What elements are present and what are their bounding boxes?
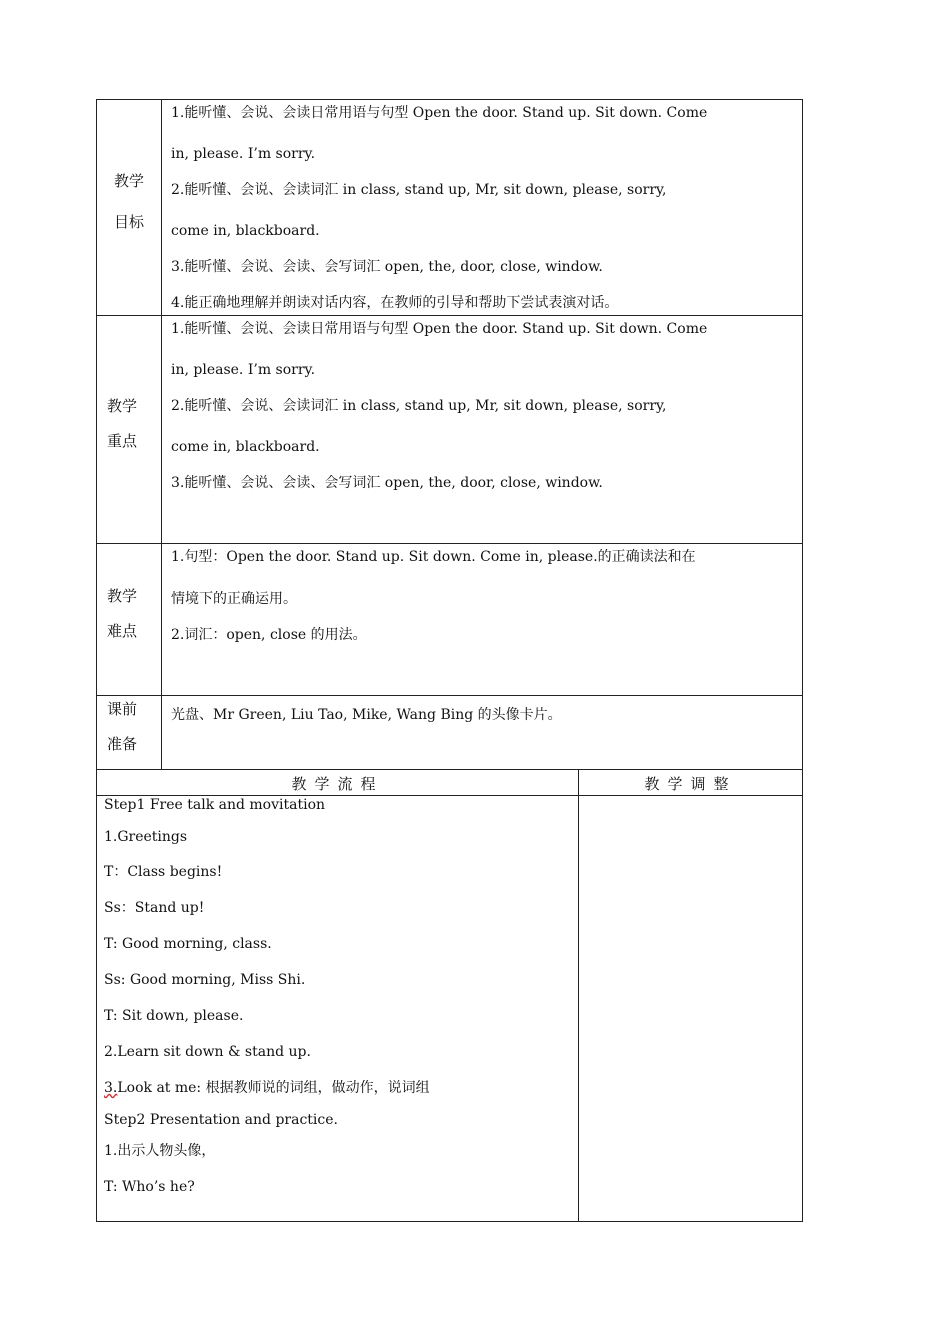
objectives-line: 2.能听懂、会说、会读词汇 in class, stand up, Mr, sit down, please, sorry, <box>171 182 667 198</box>
table-border-left <box>96 99 97 1222</box>
key-points-label-2: 重点 <box>106 432 137 450</box>
difficulties-label-2: 难点 <box>106 622 137 640</box>
difficulties-line: 1.句型：Open the door. Stand up. Sit down. Come in, please.的正确读法和在 <box>171 549 696 565</box>
key-points-line: come in, blackboard. <box>171 439 320 455</box>
process-header: 教学流程 <box>291 775 384 793</box>
row-divider-2 <box>96 543 803 544</box>
objectives-line: 3.能听懂、会说、会读、会写词汇 open, the, door, close, window. <box>171 259 603 275</box>
table-border-bottom <box>96 1221 803 1222</box>
key-points-line: 3.能听懂、会说、会读、会写词汇 open, the, door, close, window. <box>171 475 603 491</box>
key-points-label-1: 教学 <box>106 397 137 415</box>
process-column-divider <box>578 769 579 1222</box>
difficulties-line: 情境下的正确运用。 <box>171 591 297 607</box>
process-line: Step2 Presentation and practice. <box>104 1112 338 1128</box>
key-points-line: 2.能听懂、会说、会读词汇 in class, stand up, Mr, sit down, please, sorry, <box>171 398 667 414</box>
process-line-step-3 <box>104 1079 430 1097</box>
process-line: T: Good morning, class. <box>104 936 272 952</box>
row-divider-1 <box>96 315 803 316</box>
process-line: T: Who’s he? <box>104 1179 195 1195</box>
label-column-divider <box>161 99 162 770</box>
preparation-text: 光盘、Mr Green, Liu Tao, Mike, Wang Bing 的头像卡片。 <box>171 707 562 723</box>
objectives-line: 1.能听懂、会说、会读日常用语与句型 Open the door. Stand up. Sit down. Come <box>171 105 708 121</box>
row-divider-3 <box>96 695 803 696</box>
step-3-text: Look at me: 根据教师说的词组，做动作，说词组 <box>117 1080 430 1096</box>
objectives-line: come in, blackboard. <box>171 223 320 239</box>
process-line: 2.Learn sit down & stand up. <box>104 1044 311 1060</box>
process-line: 1.Greetings <box>104 829 188 845</box>
difficulties-line: 2.词汇：open, close 的用法。 <box>171 627 367 643</box>
process-line: T: Sit down, please. <box>104 1008 244 1024</box>
process-line: Ss: Good morning, Miss Shi. <box>104 972 306 988</box>
objectives-label-2: 目标 <box>113 213 144 231</box>
key-points-line: 1.能听懂、会说、会读日常用语与句型 Open the door. Stand up. Sit down. Come <box>171 321 708 337</box>
process-line: Ss：Stand up! <box>104 900 205 916</box>
row-divider-4 <box>96 769 803 770</box>
objectives-label-1: 教学 <box>113 172 144 190</box>
table-border-top <box>96 99 803 100</box>
preparation-label-1: 课前 <box>106 700 137 718</box>
difficulties-label-1: 教学 <box>106 587 137 605</box>
objectives-line: in, please. I’m sorry. <box>171 146 316 162</box>
spelling-underline-number: 3. <box>104 1080 118 1096</box>
adjustment-header: 教学调整 <box>644 775 737 793</box>
preparation-label-2: 准备 <box>106 735 137 753</box>
objectives-line: 4.能正确地理解并朗读对话内容，在教师的引导和帮助下尝试表演对话。 <box>171 295 619 311</box>
process-line: T：Class begins! <box>104 864 223 880</box>
table-border-right <box>802 99 803 1222</box>
key-points-line: in, please. I’m sorry. <box>171 362 316 378</box>
process-line: 1.出示人物头像， <box>104 1143 216 1159</box>
process-line: Step1 Free talk and movitation <box>104 797 326 813</box>
